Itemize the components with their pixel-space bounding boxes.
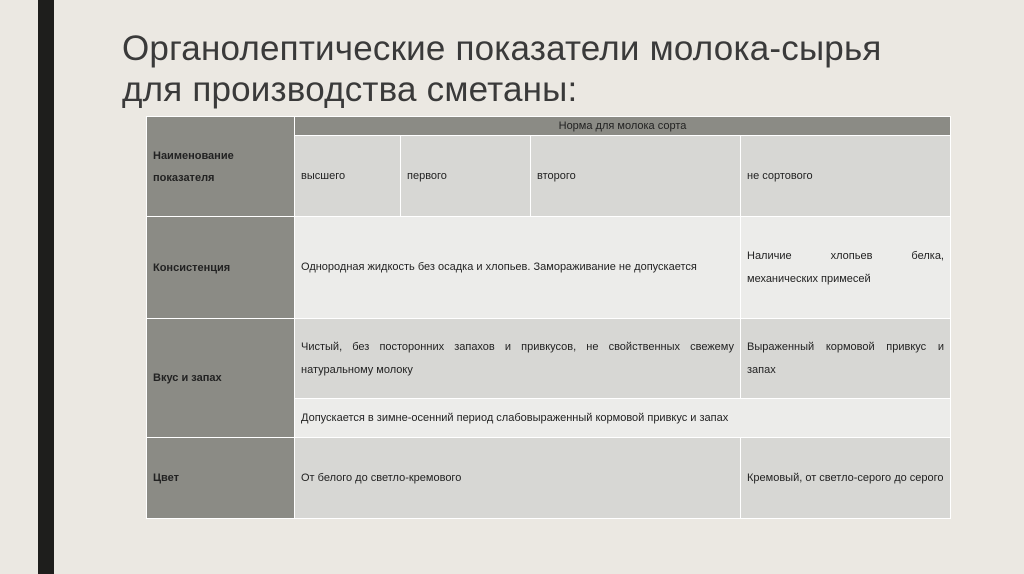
- grade-non-graded: не сортового: [741, 136, 951, 217]
- slide-title-line-2: для производства сметаны:: [122, 70, 578, 109]
- consistency-graded: Однородная жидкость без осадка и хлопьев. Замораживание не допускается: [295, 217, 741, 319]
- row-label-color: Цвет: [147, 438, 295, 519]
- color-non-graded: Кремовый, от светло-серого до серого: [741, 438, 951, 519]
- consistency-non-graded: Наличие хлопьев белка, механических примесей: [741, 217, 951, 319]
- norm-header: Норма для молока сорта: [295, 117, 951, 136]
- grade-second: второго: [531, 136, 741, 217]
- row-label-taste: Вкус и запах: [147, 319, 295, 438]
- slide-title-line-1: Органолептические показатели молока-сырья: [122, 29, 882, 68]
- indicator-name-header: Наименование показателя: [147, 117, 295, 217]
- taste-note: Допускается в зимне-осенний период слабовыраженный кормовой привкус и запах: [295, 399, 951, 438]
- slide-title: [122, 28, 982, 110]
- milk-indicators-table: [146, 116, 951, 519]
- left-accent-bar: [38, 0, 54, 574]
- grade-highest: высшего: [295, 136, 401, 217]
- grade-first: первого: [401, 136, 531, 217]
- color-graded: От белого до светло-кремового: [295, 438, 741, 519]
- row-label-consistency: Консистенция: [147, 217, 295, 319]
- taste-graded: Чистый, без посторонних запахов и привкусов, не свойственных свежему натуральному молоку: [295, 319, 741, 399]
- taste-non-graded: Выраженный кормовой привкус и запах: [741, 319, 951, 399]
